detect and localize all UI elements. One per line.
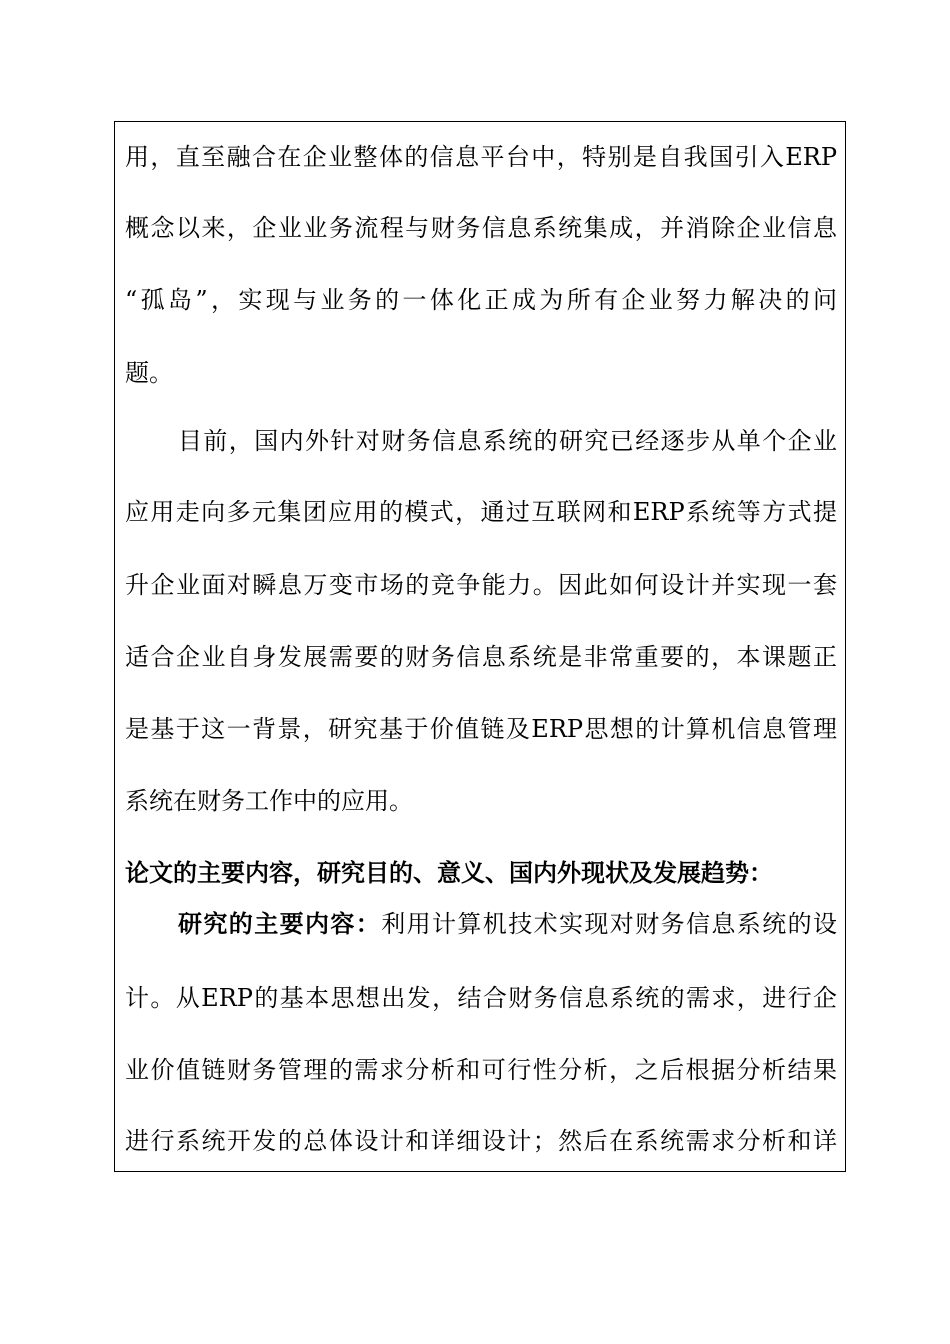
paragraph-line: 升企业面对瞬息万变市场的竞争能力。因此如何设计并实现一套 xyxy=(125,571,837,599)
section-heading: 论文的主要内容，研究目的、意义、国内外现状及发展趋势： xyxy=(125,858,773,887)
paragraph-line: 适合企业自身发展需要的财务信息系统是非常重要的，本课题正 xyxy=(125,643,837,671)
paragraph-line: 是基于这一背景，研究基于价值链及ERP思想的计算机信息管理 xyxy=(125,715,837,743)
paragraph-line: 系统在财务工作中的应用。 xyxy=(125,787,413,815)
paragraph-line: 进行系统开发的总体设计和详细设计；然后在系统需求分析和详 xyxy=(125,1127,837,1155)
paragraph-line: 应用走向多元集团应用的模式，通过互联网和ERP系统等方式提 xyxy=(125,498,837,526)
paragraph-text: 利用计算机技术实现对财务信息系统的设 xyxy=(381,910,837,938)
paragraph-line: 用，直至融合在企业整体的信息平台中，特别是自我国引入ERP xyxy=(125,143,837,171)
paragraph-line: 业价值链财务管理的需求分析和可行性分析，之后根据分析结果 xyxy=(125,1056,837,1084)
paragraph-line: 概念以来，企业业务流程与财务信息系统集成，并消除企业信息 xyxy=(125,214,837,242)
bold-lead-label: 研究的主要内容： xyxy=(178,909,382,938)
paragraph-line: “孤岛”，实现与业务的一体化正成为所有企业努力解决的问 xyxy=(125,286,837,314)
paragraph-line: 目前，国内外针对财务信息系统的研究已经逐步从单个企业 xyxy=(178,427,837,455)
document-table-cell xyxy=(114,121,846,1172)
paragraph-first-line xyxy=(125,905,837,943)
paragraph-line: 题。 xyxy=(125,359,173,387)
paragraph-line: 计。从ERP的基本思想出发，结合财务信息系统的需求，进行企 xyxy=(125,984,837,1012)
